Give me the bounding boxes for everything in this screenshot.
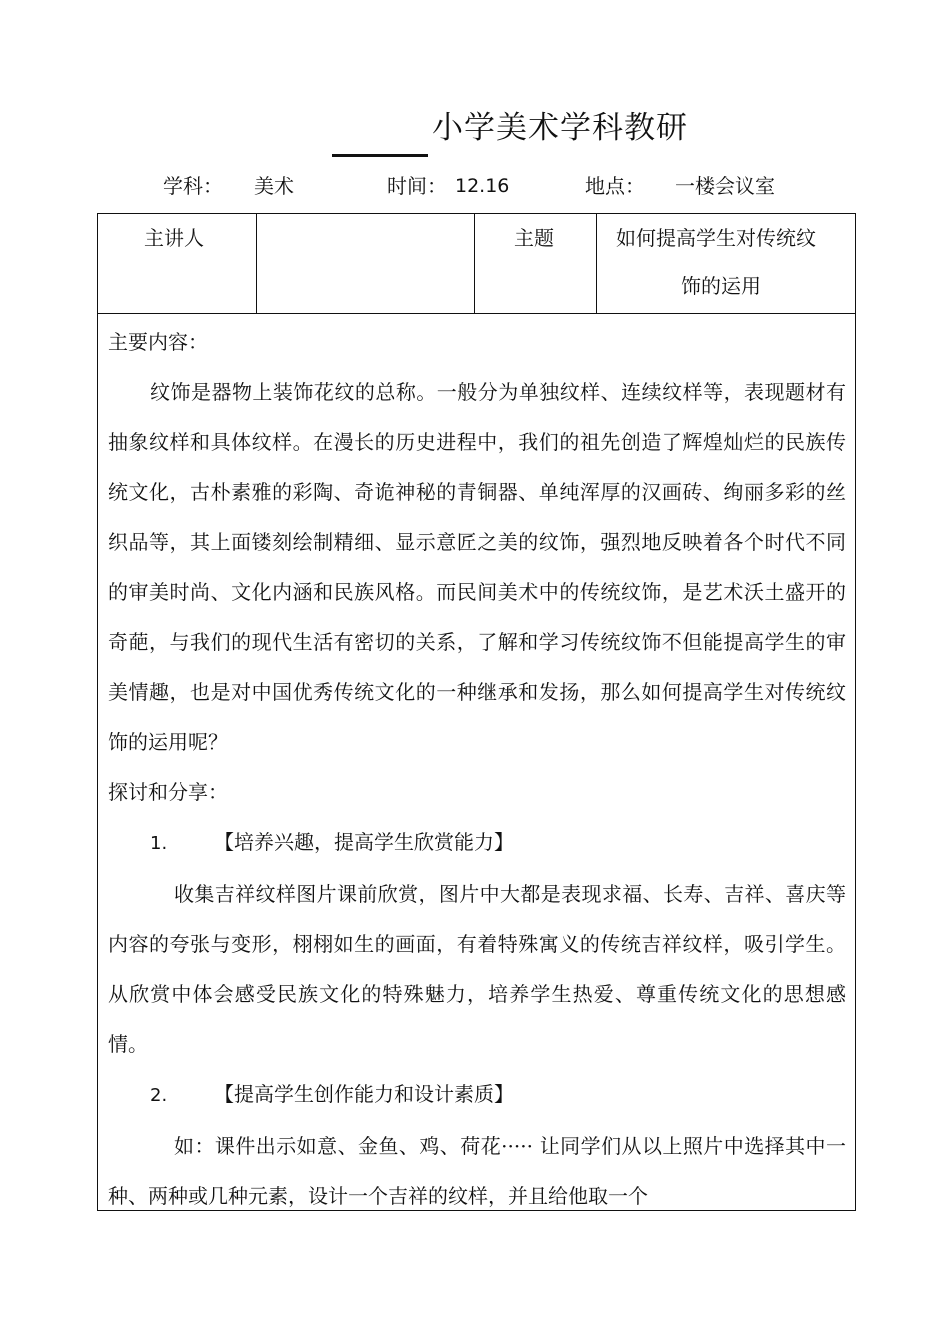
topic-value-line1: 如何提高学生对传统纹 bbox=[616, 226, 816, 250]
topic-value-line2: 饰的运用 bbox=[681, 274, 761, 298]
item1-paragraph: 收集吉祥纹样图片课前欣赏，图片中大都是表现求福、长寿、吉祥、喜庆等内容的夸张与变形，栩栩如生的画面，有着特殊寓义的传统吉祥纹样，吸引学生。从欣赏中体会感受民族文化的特殊魅力，培养学生热爱、尊重传统文化的思想感情。 bbox=[108, 882, 846, 1056]
column-divider bbox=[596, 214, 597, 314]
list-item-title: 【提高学生创作能力和设计素质】 bbox=[214, 1082, 514, 1106]
discussion-heading: 探讨和分享： bbox=[108, 780, 228, 804]
list-number: 1. bbox=[150, 833, 168, 854]
list-item-1 bbox=[108, 817, 846, 869]
column-divider bbox=[474, 214, 475, 314]
list-item-title: 【培养兴趣，提高学生欣赏能力】 bbox=[214, 830, 514, 854]
title-area bbox=[0, 108, 950, 158]
subject-label: 学科： bbox=[163, 174, 223, 198]
research-table bbox=[97, 213, 856, 1211]
list-item-2 bbox=[108, 1069, 846, 1121]
column-divider bbox=[256, 214, 257, 314]
content-heading: 主要内容： bbox=[108, 330, 208, 354]
content-paragraph: 纹饰是器物上装饰花纹的总称。一般分为单独纹样、连续纹样等，表现题材有抽象纹样和具体纹样。在漫长的历史进程中，我们的祖先创造了辉煌灿烂的民族传统文化，古朴素雅的彩陶、奇诡神秘的青铜器、单纯浑厚的汉画砖、绚丽多彩的丝织品等，其上面镂刻绘制精细、显示意匠之美的纹饰，强烈地反映着各个时代不同的审美时尚、文化内涵和民族风格。而民间美术中的传统纹饰，是艺术沃土盛开的奇葩，与我们的现代生活有密切的关系，了解和学习传统纹饰不但能提高学生的审美情趣，也是对中国优秀传统文化的一种继承和发扬，那么如何提高学生对传统纹饰的运用呢？ bbox=[108, 380, 846, 754]
content-body bbox=[108, 317, 846, 1221]
title-blank-underline bbox=[332, 154, 428, 157]
header-row bbox=[98, 214, 855, 314]
place-label: 地点： bbox=[585, 174, 645, 198]
speaker-label: 主讲人 bbox=[144, 226, 204, 250]
page-title: 小学美术学科教研 bbox=[432, 110, 688, 146]
list-number: 2. bbox=[150, 1085, 168, 1106]
subject-value: 美术 bbox=[254, 174, 294, 198]
meta-row bbox=[0, 170, 950, 202]
time-label: 时间： bbox=[387, 174, 447, 198]
time-value: 12.16 bbox=[455, 175, 510, 197]
item2-paragraph: 如：课件出示如意、金鱼、鸡、荷花····· 让同学们从以上照片中选择其中一种、两种或几种元素，设计一个吉祥的纹样，并且给他取一个 bbox=[108, 1134, 846, 1208]
place-value: 一楼会议室 bbox=[675, 174, 775, 198]
topic-label: 主题 bbox=[514, 226, 554, 250]
